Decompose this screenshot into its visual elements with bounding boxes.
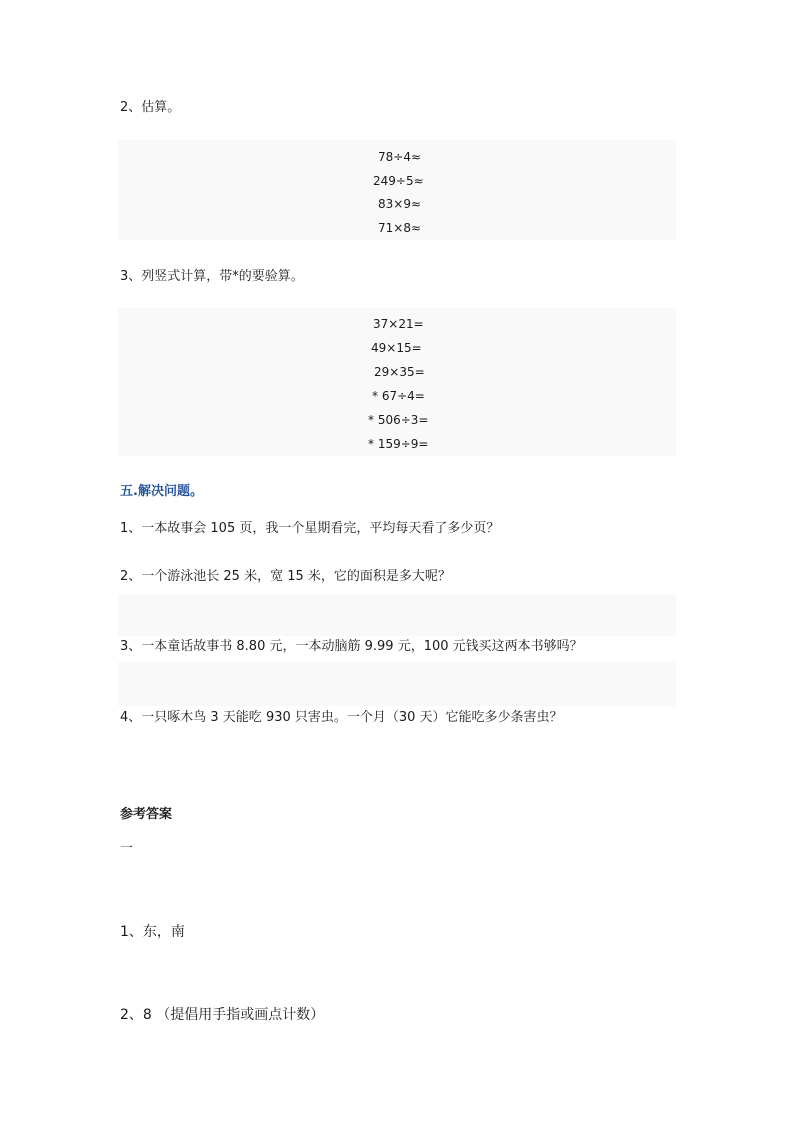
answers-title: 参考答案 <box>120 807 173 822</box>
question-2: 2、一个游泳池长 25 米，宽 15 米，它的面积是多大呢？ <box>120 569 451 584</box>
answer-1: 1、东，南 <box>120 924 185 940</box>
vertical-item: * 159÷9= <box>368 437 429 451</box>
vertical-item: * 506÷3= <box>368 413 429 427</box>
question-4: 4、一只啄木鸟 3 天能吃 930 只害虫。一个月（30 天）它能吃多少条害虫？ <box>120 710 563 725</box>
question-1: 1、一本故事会 105 页，我一个星期看完，平均每天看了多少页？ <box>120 521 500 536</box>
solve-title: 五.解决问题。 <box>120 484 203 499</box>
vertical-item: 49×15= <box>371 341 422 355</box>
estimate-item: 83×9≈ <box>378 197 422 211</box>
estimate-heading: 2、估算。 <box>120 100 181 115</box>
estimate-item: 78÷4≈ <box>378 150 422 164</box>
question-spacer <box>118 594 676 636</box>
question-spacer <box>118 662 676 706</box>
question-3: 3、一本童话故事书 8.80 元，一本动脑筋 9.99 元，100 元钱买这两本书够吗？ <box>120 639 583 654</box>
vertical-item: * 67÷4= <box>372 389 425 403</box>
answer-2: 2、8 （提倡用手指或画点计数） <box>120 1007 325 1023</box>
vertical-item: 37×21= <box>373 317 424 331</box>
vertical-heading: 3、列竖式计算，带*的要验算。 <box>120 269 304 284</box>
answers-part: 一 <box>120 841 134 856</box>
estimate-item: 71×8≈ <box>378 221 422 235</box>
estimate-item: 249÷5≈ <box>373 174 424 188</box>
vertical-item: 29×35= <box>374 365 425 379</box>
